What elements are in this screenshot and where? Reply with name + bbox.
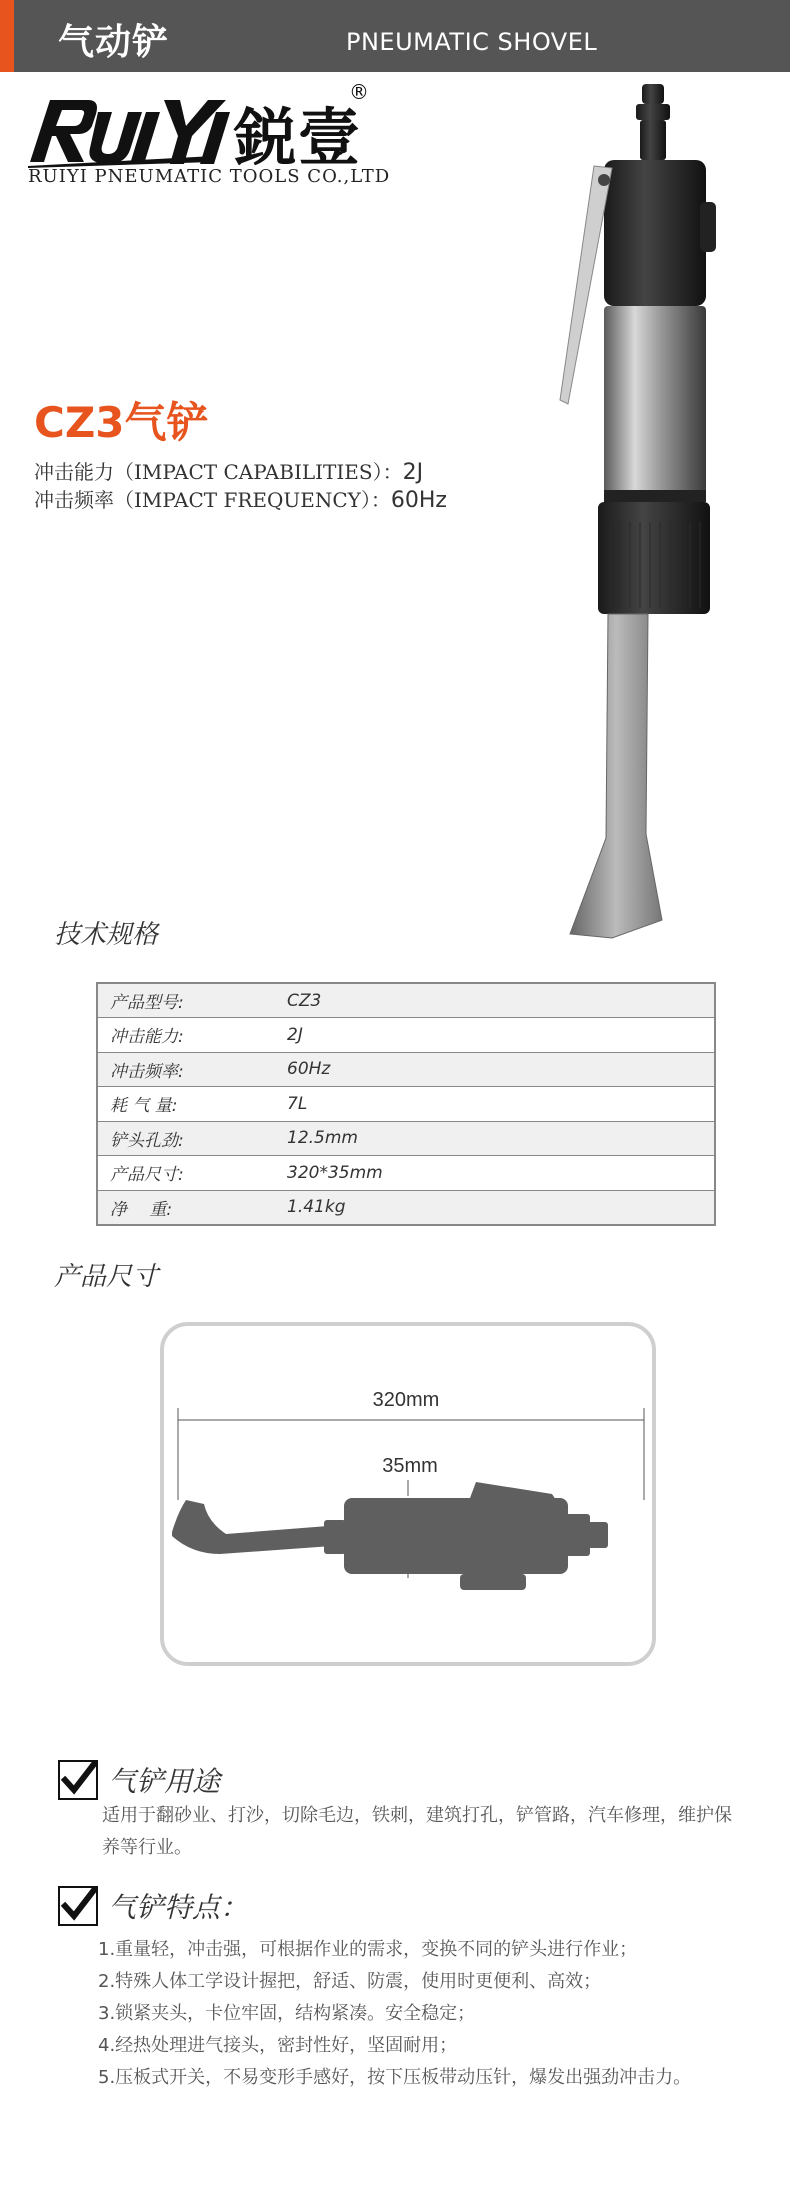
impact-frequency-line [34,484,447,513]
spec-label: 产品尺寸: [97,1156,275,1191]
spec-label: 耗 气 量: [97,1087,275,1122]
spec-label: 冲击频率: [97,1052,275,1087]
registered-mark: ® [349,80,369,104]
length-label: 320mm [372,1389,440,1411]
table-row [97,1052,715,1087]
list-item: 1.重量轻，冲击强，可根据作业的需求，变换不同的铲头进行作业； [98,1939,638,1960]
company-name: RUIYI PNEUMATIC TOOLS CO.,LTD [28,166,391,187]
table-row [97,983,715,1018]
checkmark-icon [58,1886,98,1926]
header-accent [0,0,14,72]
spec-label: 铲头孔劲: [97,1121,275,1156]
tool-silhouette [172,1482,608,1590]
spec-value: 12.5mm [275,1121,715,1156]
spec-value: CZ3 [275,983,715,1018]
list-item: 4.经热处理进气接头，密封性好，坚固耐用； [98,2035,458,2056]
table-row [97,1087,715,1122]
features-list [98,1934,738,2094]
spec-table [96,982,716,1226]
list-item: 2.特殊人体工学设计握把，舒适、防震，使用时更便利、高效； [98,1971,602,1992]
impact-capability-value: 2J [402,460,424,485]
dimension-diagram [160,1322,656,1666]
spec-label: 冲击能力: [97,1018,275,1053]
specs-heading: 技术规格 [54,920,159,950]
diameter-label: 35mm [382,1455,438,1477]
header-title-cn: 气动铲 [58,22,170,63]
spec-value: 7L [275,1087,715,1122]
impact-capability-label: 冲击能力（IMPACT CAPABILITIES）： [34,460,403,484]
impact-frequency-value: 60Hz [390,488,447,513]
spec-label: 产品型号: [97,983,275,1018]
brand-name-cn: 鋭壹 [234,101,363,174]
spec-value: 320*35mm [275,1156,715,1191]
impact-frequency-label: 冲击频率（IMPACT FREQUENCY）： [34,488,391,512]
header-title-en: PNEUMATIC SHOVEL [346,28,598,56]
table-row [97,1121,715,1156]
table-row [97,1156,715,1191]
dimensions-heading: 产品尺寸 [54,1262,159,1292]
spec-value: 2J [275,1018,715,1053]
spec-value: 1.41kg [275,1190,715,1225]
spec-label: 净 重: [97,1190,275,1225]
list-item: 3.锁紧夹头，卡位牢固，结构紧凑。安全稳定； [98,2003,476,2024]
features-heading: 气铲特点： [108,1891,249,1924]
table-row [97,1190,715,1225]
product-title: CZ3气铲 [34,398,209,447]
product-image [520,82,730,952]
spec-value: 60Hz [275,1052,715,1087]
usage-text: 适用于翻砂业、打沙，切除毛边，铁刺，建筑打孔，铲管路，汽车修理，维护保养等行业。 [102,1805,732,1858]
table-row [97,1018,715,1053]
list-item: 5.压板式开关，不易变形手感好，按下压板带动压针，爆发出强劲冲击力。 [98,2067,692,2088]
checkmark-icon [58,1760,98,1800]
brand-logo-mark [26,92,236,168]
usage-heading: 气铲用途 [108,1765,221,1798]
impact-capability-line [34,456,423,485]
